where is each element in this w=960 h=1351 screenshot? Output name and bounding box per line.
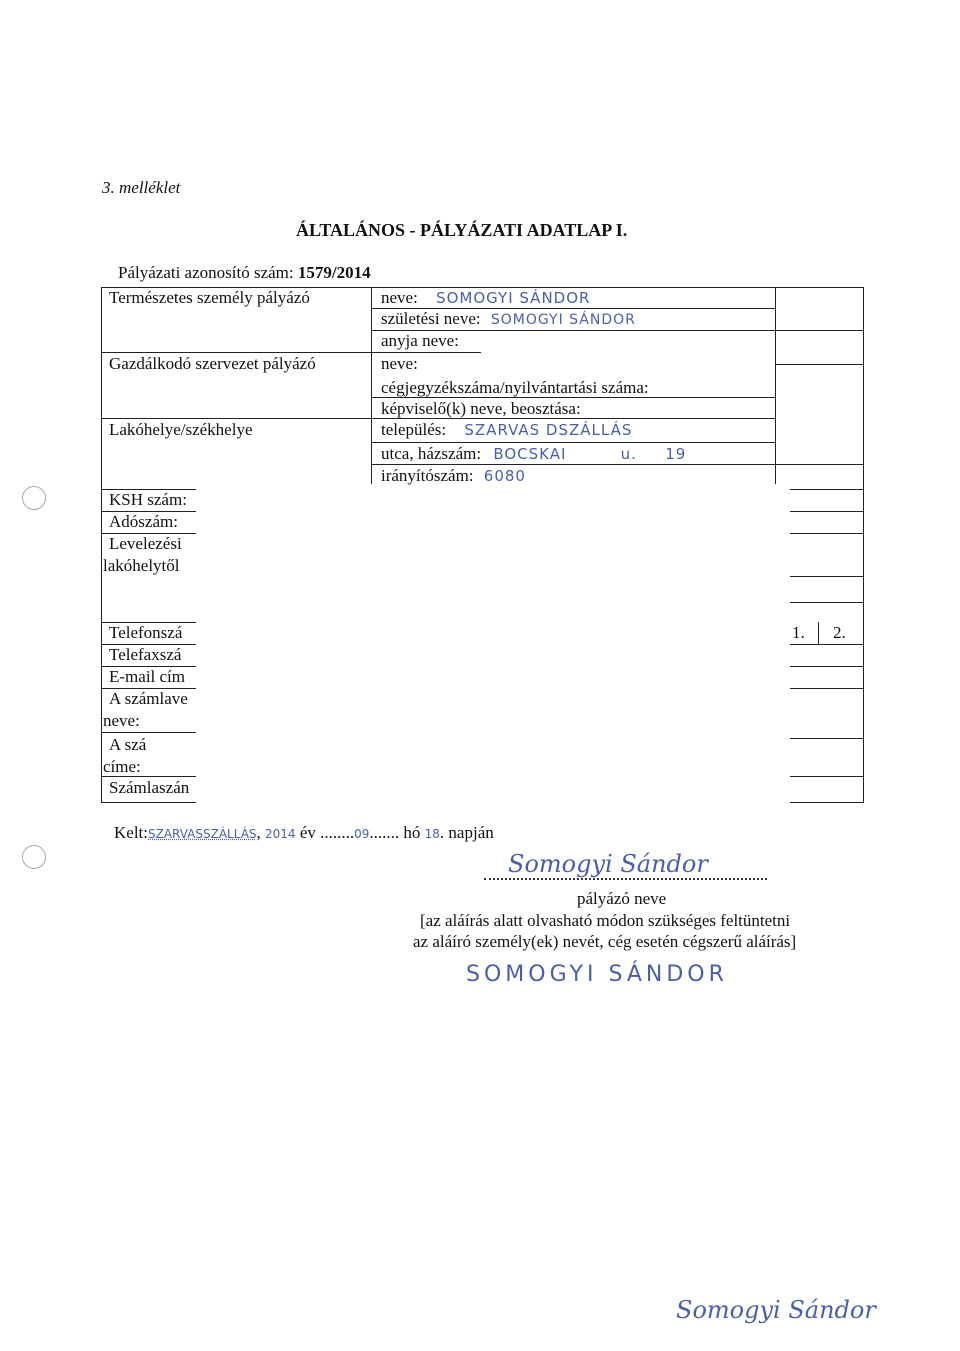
- street-value: BOCSKAI: [493, 445, 567, 463]
- lower-line-9: [101, 732, 196, 733]
- business-name-label: neve:: [381, 354, 418, 373]
- settlement-label: település:: [381, 420, 447, 439]
- application-id-label: Pályázati azonosító szám:: [118, 263, 294, 282]
- punch-hole-bottom: [22, 845, 46, 869]
- account-holder-name-label: neve:: [103, 711, 140, 730]
- right-col-line: [775, 287, 776, 484]
- punch-hole-top: [22, 486, 46, 510]
- row-line-3: [101, 352, 371, 353]
- lower-line-4r: [790, 576, 863, 577]
- lower-line-5r: [790, 602, 863, 603]
- lower-line-2r: [790, 511, 863, 512]
- birth-name-row: [381, 309, 636, 329]
- street-label: utca, házszám:: [381, 444, 482, 463]
- year-label: év: [299, 823, 316, 842]
- bank-label-2: címe:: [103, 757, 141, 776]
- row-line-8: [371, 442, 775, 443]
- signature-note-2: az aláíró személy(ek) nevét, cég esetén cégszerű aláírás]: [413, 932, 797, 951]
- date-month: 09: [354, 827, 370, 841]
- fax-label: Telefaxszá: [109, 645, 182, 664]
- lower-line-9r: [790, 738, 863, 739]
- signature-caption: pályázó neve: [577, 889, 667, 908]
- lower-line-3r: [790, 533, 863, 534]
- mother-name-label: anyja neve:: [381, 331, 459, 350]
- date-line: Kelt:SZARVASSZÁLLÁS, 2014 év ........09....... hó 18. napján: [114, 823, 494, 842]
- date-day: 18: [424, 827, 440, 841]
- representative-label: képviselő(k) neve, beosztása:: [381, 399, 581, 418]
- table-left-line: [101, 287, 102, 803]
- table-bottom-line-r: [790, 802, 863, 803]
- account-holder-label: A számlave: [109, 689, 188, 708]
- street-row: [381, 444, 686, 464]
- signature-dotted-line: [484, 878, 767, 880]
- month-label: hó: [403, 823, 421, 842]
- right-seg-3: [775, 464, 863, 465]
- name-label: neve:: [381, 288, 418, 307]
- table-right-line: [863, 287, 864, 803]
- lower-line-7r: [790, 666, 863, 667]
- zip-value: 6080: [483, 467, 526, 485]
- date-place: SZARVASSZÁLLÁS: [148, 827, 257, 841]
- bank-label-1: A szá: [109, 735, 147, 754]
- row-line-5: [101, 418, 371, 419]
- annex-label: 3. melléklet: [102, 178, 181, 197]
- cell-one: 1.: [792, 623, 805, 642]
- printed-name: SOMOGYI SÁNDOR: [466, 962, 728, 987]
- lower-line-1r: [790, 489, 863, 490]
- house-number: 19: [665, 445, 687, 463]
- application-id: [118, 263, 371, 283]
- applicant-signature: Somogyi Sándor: [508, 850, 708, 878]
- settlement-value: SZARVAS DSZÁLLÁS: [464, 421, 633, 439]
- bottom-signature: Somogyi Sándor: [676, 1296, 876, 1324]
- phone-label: Telefonszá: [109, 623, 183, 642]
- table-bottom-line: [101, 802, 196, 803]
- business-label: Gazdálkodó szervezet pályázó: [109, 354, 316, 373]
- zip-row: [381, 466, 526, 486]
- zip-label: irányítószám:: [381, 466, 474, 485]
- mailing-label-2: lakóhelytől: [103, 556, 180, 575]
- right-seg-1: [775, 330, 863, 331]
- right-seg-2: [775, 364, 863, 365]
- lower-line-10r: [790, 776, 863, 777]
- name-row: [381, 288, 590, 308]
- natural-person-label: Természetes személy pályázó: [109, 288, 310, 307]
- signature-note-1: [az aláírás alatt olvasható módon szükséges feltüntetni: [420, 911, 791, 930]
- application-id-value: 1579/2014: [297, 263, 371, 282]
- kelt-label: Kelt:: [114, 823, 148, 842]
- cell-two: 2.: [833, 623, 846, 642]
- row-line-4: [371, 352, 481, 353]
- settlement-row: [381, 420, 632, 440]
- page-title: ÁLTALÁNOS - PÁLYÁZATI ADATLAP I.: [296, 220, 628, 240]
- tax-label: Adószám:: [109, 512, 178, 531]
- ksh-label: KSH szám:: [109, 490, 187, 509]
- email-label: E-mail cím: [109, 667, 186, 686]
- registration-label: cégjegyzékszáma/nyilvántartási száma:: [381, 378, 649, 397]
- day-label: napján: [448, 823, 494, 842]
- row-line-9: [371, 464, 775, 465]
- residence-label: Lakóhelye/székhelye: [109, 420, 253, 439]
- birth-name-label: születési neve:: [381, 309, 481, 328]
- lower-line-8r: [790, 688, 863, 689]
- middle-col-line: [371, 287, 372, 484]
- lower-line-6r: [790, 644, 863, 645]
- street-suffix: u.: [620, 445, 637, 463]
- mailing-label-1: Levelezési: [109, 534, 182, 553]
- account-number-label: Számlaszán: [109, 778, 190, 797]
- date-year: 2014: [265, 827, 296, 841]
- name-value: SOMOGYI SÁNDOR: [436, 289, 591, 307]
- cell-divider-12: [818, 622, 819, 644]
- birth-name-value: SOMOGYI SÁNDOR: [490, 312, 636, 328]
